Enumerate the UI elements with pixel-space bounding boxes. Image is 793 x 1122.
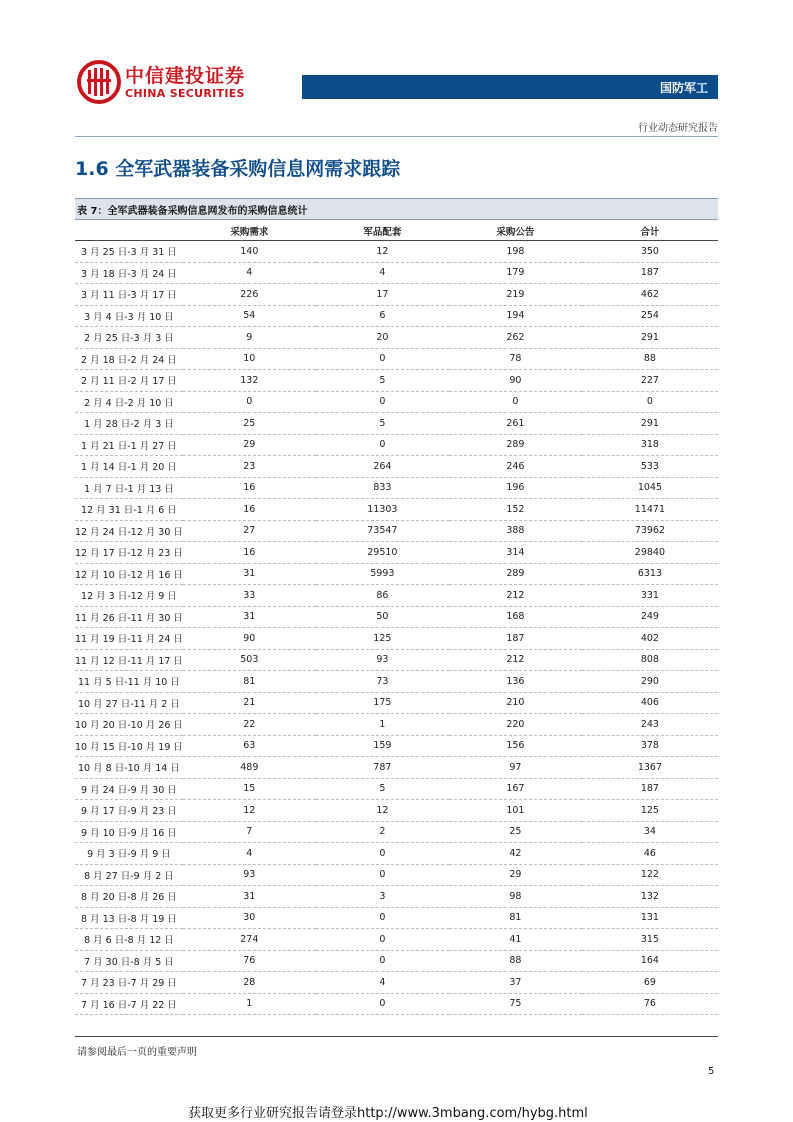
table-cell-period: 12 月 24 日-12 月 30 日 (75, 520, 183, 542)
table-row (75, 284, 718, 306)
table-row (75, 864, 718, 886)
table-row (75, 563, 718, 585)
table-cell-value: 11471 (582, 499, 718, 521)
table-cell-value: 503 (183, 649, 316, 671)
table-cell-period: 12 月 10 日-12 月 16 日 (75, 563, 183, 585)
table-cell-value: 254 (582, 305, 718, 327)
table-cell-value: 219 (449, 284, 582, 306)
table-cell-value: 9 (183, 327, 316, 349)
table-cell-value: 73 (316, 671, 449, 693)
table-cell-value: 331 (582, 585, 718, 607)
table-cell-period: 3 月 4 日-3 月 10 日 (75, 305, 183, 327)
table-cell-period: 7 月 30 日-8 月 5 日 (75, 950, 183, 972)
table-row (75, 735, 718, 757)
table-cell-value: 50 (316, 606, 449, 628)
table-row (75, 477, 718, 499)
table-row (75, 778, 718, 800)
table-cell-value: 81 (449, 907, 582, 929)
table-cell-value: 378 (582, 735, 718, 757)
logo-chinese-name: 中信建投证券 (125, 65, 246, 87)
table-cell-value: 0 (316, 929, 449, 951)
table-cell-value: 164 (582, 950, 718, 972)
table-cell-value: 16 (183, 477, 316, 499)
table-cell-value: 140 (183, 241, 316, 263)
table-cell-value: 0 (582, 391, 718, 413)
company-logo-icon (77, 60, 121, 104)
table-cell-period: 9 月 24 日-9 月 30 日 (75, 778, 183, 800)
footer-divider (75, 1036, 718, 1037)
table-cell-value: 291 (582, 327, 718, 349)
table-row (75, 370, 718, 392)
table-cell-value: 132 (582, 886, 718, 908)
table-cell-value: 261 (449, 413, 582, 435)
table-row (75, 800, 718, 822)
table-cell-value: 98 (449, 886, 582, 908)
table-cell-period: 11 月 19 日-11 月 24 日 (75, 628, 183, 650)
table-cell-value: 69 (582, 972, 718, 994)
table-cell-value: 4 (183, 262, 316, 284)
table-cell-period: 1 月 7 日-1 月 13 日 (75, 477, 183, 499)
table-cell-value: 27 (183, 520, 316, 542)
table-cell-value: 0 (316, 907, 449, 929)
table-cell-value: 156 (449, 735, 582, 757)
table-cell-value: 212 (449, 585, 582, 607)
table-cell-value: 81 (183, 671, 316, 693)
table-cell-value: 187 (449, 628, 582, 650)
table-cell-value: 101 (449, 800, 582, 822)
table-cell-value: 0 (183, 391, 316, 413)
header-divider (75, 136, 718, 137)
column-header: 军品配套 (316, 221, 449, 241)
table-cell-value: 402 (582, 628, 718, 650)
table-cell-value: 12 (316, 800, 449, 822)
table-row (75, 241, 718, 263)
table-cell-value: 0 (316, 864, 449, 886)
page-number: 5 (708, 1066, 715, 1077)
table-cell-value: 46 (582, 843, 718, 865)
table-body (75, 241, 718, 1015)
table-cell-period: 9 月 3 日-9 月 9 日 (75, 843, 183, 865)
table-cell-value: 274 (183, 929, 316, 951)
table-cell-period: 12 月 3 日-12 月 9 日 (75, 585, 183, 607)
table-cell-value: 314 (449, 542, 582, 564)
table-cell-value: 1045 (582, 477, 718, 499)
table-cell-period: 2 月 4 日-2 月 10 日 (75, 391, 183, 413)
table-row (75, 327, 718, 349)
table-cell-value: 12 (316, 241, 449, 263)
column-header: 采购公告 (449, 221, 582, 241)
table-row (75, 628, 718, 650)
report-type: 行业动态研究报告 (638, 123, 718, 134)
table-cell-period: 3 月 25 日-3 月 31 日 (75, 241, 183, 263)
table-caption (75, 198, 718, 220)
table-row (75, 993, 718, 1015)
table-cell-period: 3 月 11 日-3 月 17 日 (75, 284, 183, 306)
table-row (75, 972, 718, 994)
table-row (75, 434, 718, 456)
table-cell-value: 33 (183, 585, 316, 607)
table-row (75, 413, 718, 435)
table-cell-period: 1 月 28 日-2 月 3 日 (75, 413, 183, 435)
table-cell-value: 1367 (582, 757, 718, 779)
table-row (75, 907, 718, 929)
table-cell-value: 3 (316, 886, 449, 908)
industry-tag: 国防军工 (659, 81, 708, 95)
table-cell-period: 9 月 17 日-9 月 23 日 (75, 800, 183, 822)
table-row (75, 843, 718, 865)
table-cell-value: 159 (316, 735, 449, 757)
table-cell-value: 131 (582, 907, 718, 929)
table-cell-value: 132 (183, 370, 316, 392)
table-cell-value: 787 (316, 757, 449, 779)
table-cell-value: 12 (183, 800, 316, 822)
table-cell-value: 264 (316, 456, 449, 478)
table-cell-period: 11 月 26 日-11 月 30 日 (75, 606, 183, 628)
table-cell-value: 246 (449, 456, 582, 478)
table-row (75, 649, 718, 671)
table-cell-value: 4 (316, 972, 449, 994)
table-cell-period: 1 月 14 日-1 月 20 日 (75, 456, 183, 478)
table-row (75, 929, 718, 951)
table-cell-value: 315 (582, 929, 718, 951)
table-row (75, 821, 718, 843)
table-row (75, 499, 718, 521)
table-cell-value: 90 (183, 628, 316, 650)
table-cell-period: 10 月 8 日-10 月 14 日 (75, 757, 183, 779)
table-cell-value: 11303 (316, 499, 449, 521)
header-bar (302, 75, 718, 99)
table-cell-value: 93 (316, 649, 449, 671)
table-cell-value: 0 (316, 843, 449, 865)
logo-english-name: CHINA SECURITIES (125, 87, 245, 100)
table-cell-value: 6 (316, 305, 449, 327)
table-cell-period: 10 月 15 日-10 月 19 日 (75, 735, 183, 757)
table-cell-value: 243 (582, 714, 718, 736)
table-cell-value: 23 (183, 456, 316, 478)
table-cell-value: 15 (183, 778, 316, 800)
table-cell-value: 194 (449, 305, 582, 327)
table-cell-value: 187 (582, 778, 718, 800)
table-cell-period: 2 月 18 日-2 月 24 日 (75, 348, 183, 370)
table-cell-value: 29 (449, 864, 582, 886)
table-cell-value: 167 (449, 778, 582, 800)
table-cell-period: 8 月 20 日-8 月 26 日 (75, 886, 183, 908)
table-cell-value: 31 (183, 606, 316, 628)
table-cell-value: 226 (183, 284, 316, 306)
table-cell-value: 212 (449, 649, 582, 671)
table-row (75, 757, 718, 779)
table-cell-period: 9 月 10 日-9 月 16 日 (75, 821, 183, 843)
table-cell-value: 4 (316, 262, 449, 284)
table-cell-value: 76 (183, 950, 316, 972)
table-cell-value: 90 (449, 370, 582, 392)
procurement-table (75, 221, 718, 1015)
table-cell-value: 187 (582, 262, 718, 284)
table-cell-period: 12 月 17 日-12 月 23 日 (75, 542, 183, 564)
table-cell-value: 29 (183, 434, 316, 456)
table-cell-value: 41 (449, 929, 582, 951)
table-cell-value: 0 (316, 391, 449, 413)
table-cell-value: 25 (183, 413, 316, 435)
table-cell-value: 198 (449, 241, 582, 263)
table-cell-value: 210 (449, 692, 582, 714)
table-cell-value: 76 (582, 993, 718, 1015)
table-cell-value: 25 (449, 821, 582, 843)
table-cell-period: 1 月 21 日-1 月 27 日 (75, 434, 183, 456)
table-row (75, 348, 718, 370)
table-cell-value: 220 (449, 714, 582, 736)
table-cell-value: 88 (582, 348, 718, 370)
table-cell-period: 10 月 27 日-11 月 2 日 (75, 692, 183, 714)
table-cell-value: 489 (183, 757, 316, 779)
table-cell-value: 533 (582, 456, 718, 478)
table-row (75, 585, 718, 607)
table-cell-value: 5 (316, 370, 449, 392)
table-cell-value: 1 (183, 993, 316, 1015)
table-cell-value: 88 (449, 950, 582, 972)
table-cell-value: 0 (316, 434, 449, 456)
table-cell-value: 31 (183, 563, 316, 585)
table-cell-value: 833 (316, 477, 449, 499)
table-cell-value: 4 (183, 843, 316, 865)
table-cell-value: 37 (449, 972, 582, 994)
table-cell-period: 7 月 23 日-7 月 29 日 (75, 972, 183, 994)
table-row (75, 692, 718, 714)
column-header: 采购需求 (183, 221, 316, 241)
table-cell-period: 12 月 31 日-1 月 6 日 (75, 499, 183, 521)
table-cell-value: 22 (183, 714, 316, 736)
disclaimer-text: 请参阅最后一页的重要声明 (77, 1047, 197, 1058)
table-row (75, 391, 718, 413)
table-cell-value: 73547 (316, 520, 449, 542)
table-cell-value: 350 (582, 241, 718, 263)
table-cell-value: 31 (183, 886, 316, 908)
table-row (75, 606, 718, 628)
table-cell-value: 152 (449, 499, 582, 521)
table-cell-value: 318 (582, 434, 718, 456)
table-cell-value: 73962 (582, 520, 718, 542)
table-row (75, 886, 718, 908)
column-header: 合计 (582, 221, 718, 241)
table-cell-value: 227 (582, 370, 718, 392)
table-row (75, 456, 718, 478)
table-cell-value: 86 (316, 585, 449, 607)
table-cell-value: 0 (316, 348, 449, 370)
table-cell-value: 16 (183, 542, 316, 564)
table-cell-value: 34 (582, 821, 718, 843)
table-cell-value: 29840 (582, 542, 718, 564)
table-cell-value: 122 (582, 864, 718, 886)
table-row (75, 305, 718, 327)
table-cell-period: 10 月 20 日-10 月 26 日 (75, 714, 183, 736)
table-caption-text: 表 7：全军武器装备采购信息网发布的采购信息统计 (77, 206, 308, 217)
table-cell-value: 75 (449, 993, 582, 1015)
table-cell-period: 2 月 11 日-2 月 17 日 (75, 370, 183, 392)
table-cell-value: 249 (582, 606, 718, 628)
table-cell-period: 11 月 12 日-11 月 17 日 (75, 649, 183, 671)
table-header-row (75, 221, 718, 241)
table-cell-value: 262 (449, 327, 582, 349)
table-cell-period: 7 月 16 日-7 月 22 日 (75, 993, 183, 1015)
table-cell-value: 168 (449, 606, 582, 628)
table-row (75, 520, 718, 542)
table-cell-value: 97 (449, 757, 582, 779)
table-cell-value: 5 (316, 778, 449, 800)
table-cell-value: 42 (449, 843, 582, 865)
table-cell-value: 388 (449, 520, 582, 542)
table-cell-value: 30 (183, 907, 316, 929)
column-header (75, 221, 183, 241)
table-row (75, 542, 718, 564)
table-cell-value: 21 (183, 692, 316, 714)
table-cell-value: 175 (316, 692, 449, 714)
watermark-text: 获取更多行业研究报告请登录http://www.3mbang.com/hybg.html (188, 1106, 588, 1121)
table-cell-value: 20 (316, 327, 449, 349)
table-row (75, 950, 718, 972)
table-cell-value: 54 (183, 305, 316, 327)
table-row (75, 714, 718, 736)
table-cell-value: 406 (582, 692, 718, 714)
table-cell-value: 93 (183, 864, 316, 886)
table-cell-value: 5993 (316, 563, 449, 585)
table-cell-period: 2 月 25 日-3 月 3 日 (75, 327, 183, 349)
table-cell-value: 179 (449, 262, 582, 284)
table-cell-period: 8 月 6 日-8 月 12 日 (75, 929, 183, 951)
table-row (75, 262, 718, 284)
table-cell-value: 0 (316, 950, 449, 972)
table-cell-value: 78 (449, 348, 582, 370)
table-cell-value: 289 (449, 434, 582, 456)
table-cell-value: 808 (582, 649, 718, 671)
table-cell-value: 10 (183, 348, 316, 370)
table-cell-period: 3 月 18 日-3 月 24 日 (75, 262, 183, 284)
table-cell-period: 8 月 27 日-9 月 2 日 (75, 864, 183, 886)
table-cell-value: 291 (582, 413, 718, 435)
table-cell-period: 11 月 5 日-11 月 10 日 (75, 671, 183, 693)
table-cell-value: 1 (316, 714, 449, 736)
table-cell-value: 63 (183, 735, 316, 757)
table-cell-value: 0 (316, 993, 449, 1015)
table-cell-value: 136 (449, 671, 582, 693)
table-cell-value: 5 (316, 413, 449, 435)
table-cell-value: 462 (582, 284, 718, 306)
table-cell-value: 16 (183, 499, 316, 521)
table-cell-value: 125 (316, 628, 449, 650)
table-cell-value: 0 (449, 391, 582, 413)
section-title: 1.6 全军武器装备采购信息网需求跟踪 (75, 158, 401, 180)
table-cell-value: 2 (316, 821, 449, 843)
table-cell-value: 29510 (316, 542, 449, 564)
table-cell-value: 17 (316, 284, 449, 306)
table-cell-value: 7 (183, 821, 316, 843)
table-cell-value: 125 (582, 800, 718, 822)
table-cell-value: 289 (449, 563, 582, 585)
table-row (75, 671, 718, 693)
company-logo (77, 60, 252, 104)
table-cell-value: 28 (183, 972, 316, 994)
table-cell-value: 6313 (582, 563, 718, 585)
table-cell-period: 8 月 13 日-8 月 19 日 (75, 907, 183, 929)
table-cell-value: 196 (449, 477, 582, 499)
table-cell-value: 290 (582, 671, 718, 693)
